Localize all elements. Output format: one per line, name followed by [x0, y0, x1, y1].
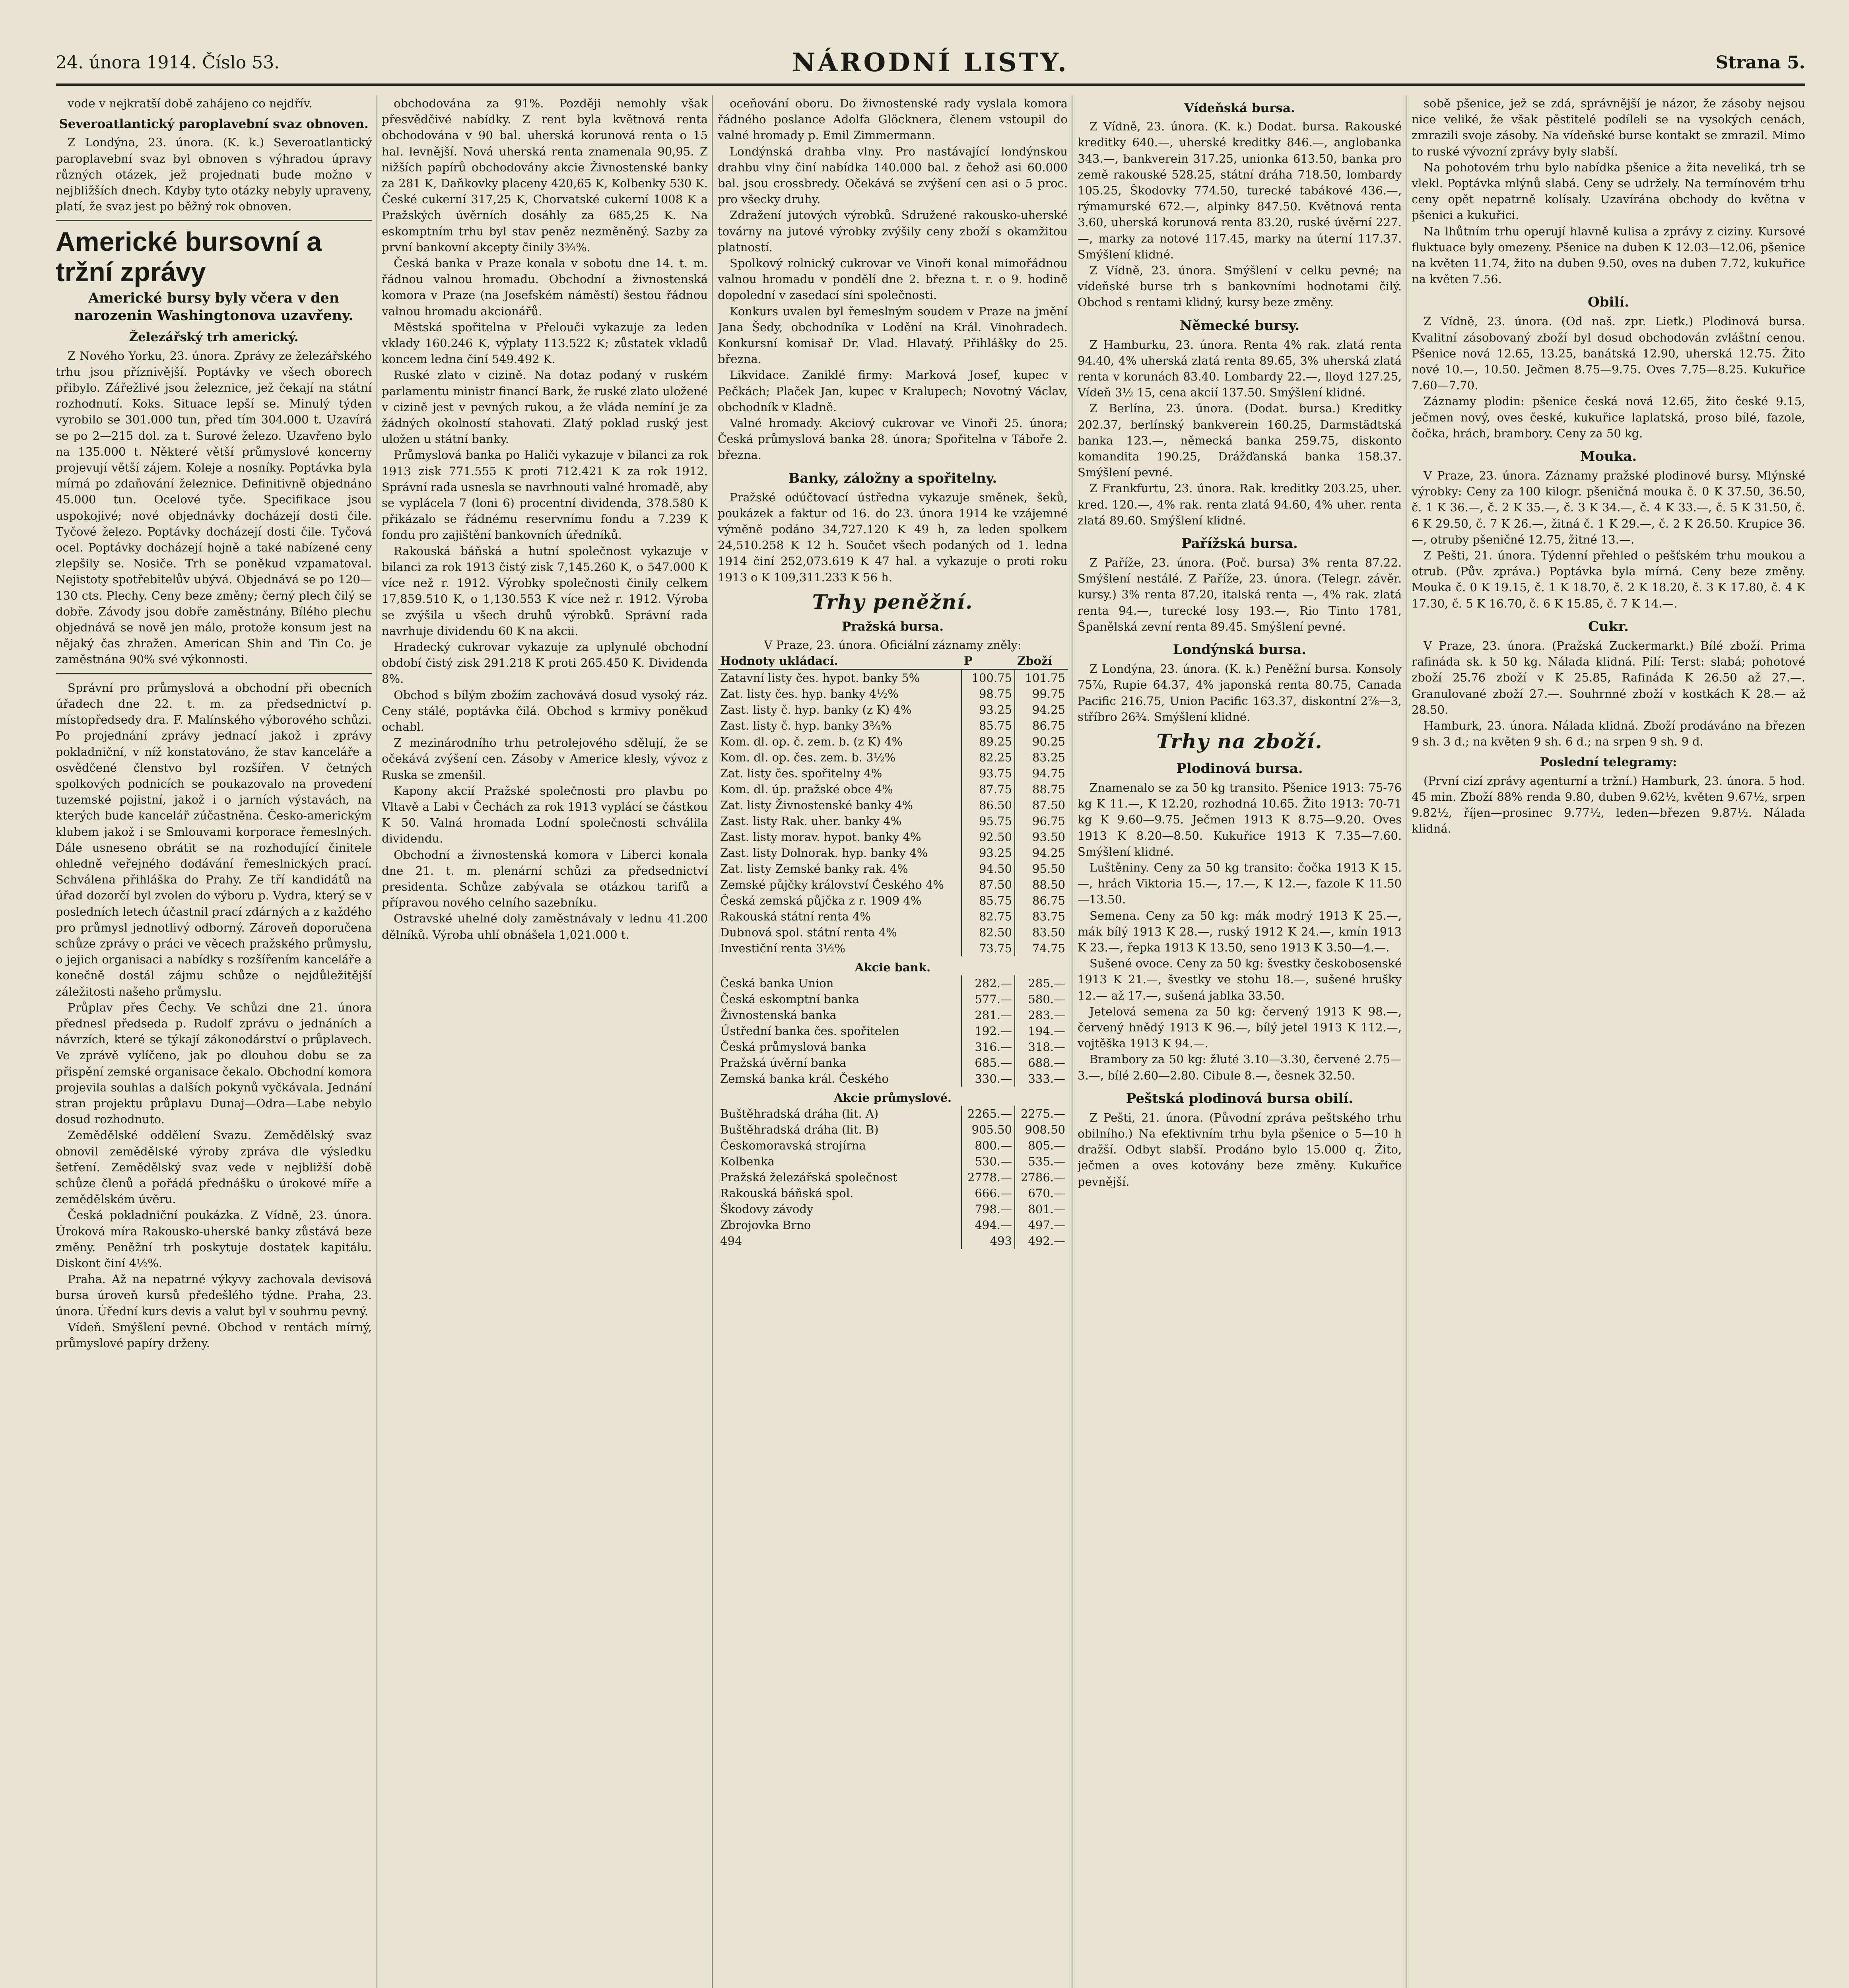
article-text: Znamenalo se za 50 kg transito. Pšenice 1913: 75-76 kg K 11.—, K 12.20, rozhodná 10.65. Žito 1913: 70-71 kg K 9.60—9.75. Ječmen 1913 K 8.75—9.20. Oves 1913 K 8.20—8.50. Kukuřice 1913 K 7.35—7.60. Smýšlení klidné.: [1078, 780, 1402, 858]
article-text: Zemědělské oddělení Svazu. Zemědělský svaz obnovil zemědělské výroby zpráva dle výsledku šetření. Zemědělský svaz vede v nejbližší době schůze členů a pořádá přednášku o úrokové míře a zemědělském úvěru.: [56, 1128, 372, 1206]
price-offer-cell: 688.—: [1015, 1055, 1068, 1071]
article-text: Průplav přes Čechy. Ve schůzi dne 21. února přednesl předseda p. Rudolf zprávu o jednáních a návrzích, které se týkají zákonodárství o průplavech. Ve zprávě vylíčeno, jak po dlouhou dobu se za přispění zemské organisace čekalo. Obchodní komora projevila souhlas a dalších pokynů vyčkávala. Jednání stran projektu průplavu Dunaj—Odra—Labe nebylo dosud rozhodnuto.: [56, 1000, 372, 1126]
article-text: Česká banka v Praze konala v sobotu dne 14. t. m. řádnou valnou hromadu. Obchodní a živnostenská komora v Praze (na Josefském náměstí) šestou řádnou valnou hromadu akcionářů.: [382, 256, 708, 318]
price-offer-cell: 283.—: [1015, 1007, 1068, 1023]
section-heading: Londýnská bursa.: [1173, 642, 1307, 658]
section-heading: Cukr.: [1588, 618, 1629, 635]
column-2: [382, 95, 708, 1988]
section-heading: Banky, záložny a spořitelny.: [788, 470, 997, 486]
price-offer-cell: 535.—: [1015, 1153, 1068, 1169]
table-row: [718, 734, 1068, 749]
price-demand-cell: 281.—: [961, 1007, 1015, 1023]
article-text: Ruské zlato v cizině. Na dotaz podaný v ruském parlamentu ministr financí Bark, že ruské zlato uložené v cizině jest v pevných rukou, a že vláda nemíní je za žádných okolností stahovati. Zlatý poklad ruský jest uložen u státní banky.: [382, 368, 708, 446]
masthead: [56, 48, 1805, 86]
section-heading: Trhy na zboží.: [1156, 729, 1323, 753]
price-demand-cell: 100.75: [961, 670, 1015, 686]
article-text: Z Vídně, 23. února. Smýšlení v celku pevné; na vídeňské burse trh s bankovními hodnotami čilý. Obchod s rentami klidný, kursy beze změny.: [1078, 264, 1402, 309]
security-name-cell: Zast. listy morav. hypot. banky 4%: [720, 830, 921, 844]
table-footer-cell: 492.—: [1015, 1233, 1068, 1249]
price-demand-cell: 85.75: [961, 718, 1015, 734]
article-text: oceňování oboru. Do živnostenské rady vyslala komora řádného poslance Adolfa Glöcknera, členem vstoupil do valné hromady p. Emil Zimmermann.: [718, 97, 1068, 142]
article-text: Hradecký cukrovar vykazuje za uplynulé obchodní období čistý zisk 291.218 K proti 265.450 K. Dividenda 8%.: [382, 640, 708, 686]
price-demand-cell: 192.—: [961, 1023, 1015, 1039]
table-section-heading: Akcie bank.: [855, 961, 931, 975]
price-offer-cell: 93.50: [1015, 829, 1068, 845]
security-name-cell: Česká zemská půjčka z r. 1909 4%: [720, 894, 922, 908]
security-name-cell: Buštěhradská dráha (lit. B): [720, 1123, 879, 1137]
table-row: [718, 1071, 1068, 1087]
price-offer-cell: 805.—: [1015, 1138, 1068, 1153]
price-offer-cell: 2275.—: [1015, 1106, 1068, 1122]
table-row: [718, 1153, 1068, 1169]
price-offer-cell: 74.75: [1015, 940, 1068, 956]
price-demand-cell: 800.—: [961, 1138, 1015, 1153]
column-header: Hodnoty ukládací.: [718, 653, 961, 670]
table-row: [718, 1106, 1068, 1122]
article-text: Rakouská báňská a hutní společnost vykazuje v bilanci za rok 1913 čistý zisk 7,145.260 K, o 547.000 K více než r. 1912. Výrobky společnosti činily celkem 17,859.510 K, o 1,130.553 K více než r. 1912. Výroba se zvýšila u všech druhů výrobků. Správní rada navrhuje dividendu 60 K na akcii.: [382, 544, 708, 638]
security-name-cell: Česká průmyslová banka: [720, 1040, 866, 1054]
price-demand-cell: 798.—: [961, 1201, 1015, 1217]
security-name-cell: Buštěhradská dráha (lit. A): [720, 1107, 879, 1121]
section-heading: Německé bursy.: [1179, 317, 1300, 334]
price-offer-cell: 86.75: [1015, 893, 1068, 909]
article-text: Z Berlína, 23. února. (Dodat. bursa.) Kreditky 202.37, berlínský bankverein 160.25, Darmstädtská banka 123.—, německá banka 259.75, diskonto komandita 190.25, Drážďanská banka 158.37. Smýšlení pevné.: [1078, 402, 1402, 480]
price-demand-cell: 93.25: [961, 702, 1015, 718]
column-4: [1078, 95, 1402, 1988]
table-row: [718, 893, 1068, 909]
article-text: Z Pešti, 21. února. Týdenní přehled o pešťském trhu moukou a otrub. (Pův. zpráva.) Poptávka byla mírná. Ceny beze změny. Mouka č. 0 K 19.15, č. 1 K 18.70, č. 2 K 18.20, č. 3 K 17.80, č. 4 K 17.30, č. 5 K 16.70, č. 6 K 15.85, č. 7 K 14.—.: [1412, 549, 1805, 610]
divider: [56, 220, 372, 221]
article-text: Z Vídně, 23. února. (Od naš. zpr. Lietk.) Plodinová bursa. Kvalitní zásobovaný zboží byl dosud obchodován zvláštní cenou. Pšenice nová 12.65, 13.25, banátská 12.90, uherská 12.75. Žito nové 10.—, 10.50. Ječmen 8.75—9.75. Oves 7.75—8.25. Kukuřice 7.60—7.70.: [1412, 315, 1805, 392]
security-name-cell: Zat. listy Živnostenské banky 4%: [720, 798, 913, 812]
article-text: V Praze, 23. února. Oficiální záznamy zněly:: [764, 638, 1022, 652]
security-name-cell: Škodovy závody: [720, 1202, 814, 1216]
article-text: Pražské odúčtovací ústředna vykazuje směnek, šeků, poukázek a faktur od 16. do 23. února 1914 ke vzájemné výměně podáno 34,727.120 K 49 h, za leden spolkem 24,510.258 K 12 h. Součet všech podaných od 1. ledna 1914 činí 252,073.619 K 47 hal. a vykazuje o proti roku 1913 o K 109,311.233 K 56 h.: [718, 490, 1068, 584]
article-text: Luštěniny. Ceny za 50 kg transito: čočka 1913 K 15.—, hrách Viktoria 15.—, 17.—, K 12.—, fazole K 11.50—13.50.: [1078, 860, 1402, 907]
security-name-cell: Kom. dl. op. č. zem. b. (z K) 4%: [720, 735, 903, 749]
security-name-cell: Zat. listy čes. spořitelny 4%: [720, 767, 882, 780]
section-heading: Trhy peněžní.: [812, 590, 973, 613]
security-name-cell: Investiční renta 3½%: [720, 942, 845, 955]
article-text: Z mezinárodního trhu petrolejového sdělují, že se očekává zvýšení cen. Zásoby v Americe klesly, vývoz z Ruska se zmenšil.: [382, 736, 708, 782]
article-text: Zdražení jutových výrobků. Sdružené rakousko-uherské továrny na jutové výrobky zvýšily ceny zboží s okamžitou platností.: [718, 208, 1068, 254]
article-text: Správní pro průmyslová a obchodní při obecních úřadech dne 22. t. m. za předsednictví p. místopředsedy dra. F. Malínského výborového schůzi. Po projednání zprávy jednací jakož i zprávy pokladniční, v níž konstatováno, že stav kanceláře a osvědčené členstvo byl rozšířen. V četných spolkových podnicích se poukazovalo na provedení tuzemské pojistní, jakož i o jarních výstavách, na kterých bude kancelář zúčastněna. Česko-americkým klubem jakož i se Smlouvami korporace řemeslných. Dále usneseno obrátit se na rozhodující činitele ohledně veřejného dodávání řemeslnických prací. Schválena přihláška do Prahy. Ze tří kandidátů na úřad dozorčí byl zvolen do výboru p. Vydra, který se v posledních letech účastnil prací zdárných a z každého pro průmysl jednotlivý odborný. Zároveň doporučena schůze zprávy o práci ve věcech pražského průmyslu, o jejich organisaci a nabídky s rozšířením kanceláře a konečně dostál zájmu schůze o nejdůležitější záležitosti našeho průmyslu.: [56, 681, 372, 998]
price-offer-cell: 86.75: [1015, 718, 1068, 734]
article-text: Z Londýna, 23. února. (K. k.) Severoatlantický paroplavební svaz byl obnoven s výhradou úpravy různých otázek, jež projednati bude možno v nejbližších dnech. Kdyby tyto otázky nebyly upraveny, platí, že svaz jest po běžný rok obnoven.: [56, 136, 372, 214]
security-name-cell: Ústřední banka čes. spořitelen: [720, 1024, 900, 1038]
article-text: (První cizí zprávy agenturní a tržní.) Hamburk, 23. února. 5 hod. 45 min. Zboží 88% renda 9.80, duben 9.62½, květen 9.67½, srpen 9.82½, říjen—prosinec 9.77½, leden—březen 9.87½. Nálada klidná.: [1412, 774, 1805, 836]
column-1: [56, 95, 372, 1988]
price-demand-cell: 93.75: [961, 765, 1015, 781]
price-demand-cell: 82.25: [961, 749, 1015, 765]
column-5: [1412, 95, 1805, 1988]
table-row: [718, 1039, 1068, 1055]
article-text: Obchodní a živnostenská komora v Liberci konala dne 21. t. m. plenární schůzi za předsednictví presidenta. Schůze zabývala se otázkou tarifů a přípravou nového celního sazebníku.: [382, 848, 708, 910]
section-heading: Pařížská bursa.: [1181, 536, 1298, 552]
price-offer-cell: 801.—: [1015, 1201, 1068, 1217]
security-name-cell: Zast. listy Rak. uher. banky 4%: [720, 814, 902, 828]
price-offer-cell: 94.25: [1015, 702, 1068, 718]
table-row: [718, 1122, 1068, 1138]
column-header: P: [961, 653, 1015, 670]
price-demand-cell: 666.—: [961, 1185, 1015, 1201]
security-name-cell: Zbrojovka Brno: [720, 1218, 811, 1232]
table-row: [718, 845, 1068, 861]
price-demand-cell: 85.75: [961, 893, 1015, 909]
price-offer-cell: 194.—: [1015, 1023, 1068, 1039]
price-offer-cell: 497.—: [1015, 1217, 1068, 1233]
price-demand-cell: 2778.—: [961, 1169, 1015, 1185]
article-text: Na pohotovém trhu bylo nabídka pšenice a žita neveliká, trh se vlekl. Poptávka mlýnů slabá. Ceny se udržely. Na termínovém trhu ceny opět nepatrně kolísaly. Uzavírána obchody do května v pšenici a kukuřici.: [1412, 160, 1805, 222]
security-name-cell: Zatavní listy čes. hypot. banky 5%: [720, 671, 920, 685]
security-name-cell: Kolbenka: [720, 1155, 775, 1169]
price-offer-cell: 95.50: [1015, 861, 1068, 877]
price-offer-cell: 285.—: [1015, 975, 1068, 991]
article-text: Sušené ovoce. Ceny za 50 kg: švestky českobosenské 1913 K 21.—, švestky ve stohu 18.—, sušené hrušky 12.— až 17.—, sušená jablka 33.50.: [1078, 957, 1402, 1002]
price-offer-cell: 333.—: [1015, 1071, 1068, 1087]
security-name-cell: Pražská úvěrní banka: [720, 1056, 847, 1070]
security-name-cell: Živnostenská banka: [720, 1008, 837, 1022]
article-text: sobě pšenice, jež se zdá, správnější je názor, že zásoby nejsou nice veliké, že však pěstitelé podíleli se na vysokých cenách, zmrazili svoje zásoby. Na vídeňské burse kontakt se zmrazil. Mimo to ruské vývozní zprávy byly slabší.: [1412, 97, 1805, 158]
security-name-cell: Kom. dl. úp. pražské obce 4%: [720, 782, 893, 796]
price-demand-cell: 94.50: [961, 861, 1015, 877]
table-row: [718, 1217, 1068, 1233]
price-demand-cell: 92.50: [961, 829, 1015, 845]
price-offer-cell: 88.75: [1015, 781, 1068, 797]
price-offer-cell: 94.75: [1015, 765, 1068, 781]
price-demand-cell: 905.50: [961, 1122, 1015, 1138]
table-row: [718, 861, 1068, 877]
security-name-cell: Rakouská státní renta 4%: [720, 910, 871, 924]
price-offer-cell: 90.25: [1015, 734, 1068, 749]
table-row: [718, 765, 1068, 781]
price-demand-cell: 87.75: [961, 781, 1015, 797]
price-demand-cell: 82.75: [961, 909, 1015, 924]
table-row: [718, 877, 1068, 893]
table-row: [718, 924, 1068, 940]
table-row: [718, 829, 1068, 845]
price-demand-cell: 530.—: [961, 1153, 1015, 1169]
table-row: [718, 670, 1068, 686]
article-text: Průmyslová banka po Haliči vykazuje v bilanci za rok 1913 zisk 771.555 K proti 712.421 K za rok 1912. Správní rada usnesla se navrhnouti valné hromadě, aby se vyplácela 7 (loni 6) procentní dividenda, 378.580 K přikázalo se řádnému reservnímu fondu a 7.239 K fondu pro zajištění bankovních úředníků.: [382, 448, 708, 542]
security-name-cell: Pražská železářská společnost: [720, 1171, 897, 1184]
table-row: [718, 1138, 1068, 1153]
article-text: Spolkový rolnický cukrovar ve Vinoři konal mimořádnou valnou hromadu v pondělí dne 2. března t. r. o 9. hodině dopolední v zasedací síni společnosti.: [718, 256, 1068, 302]
table-row: [718, 813, 1068, 829]
table-row: [718, 1201, 1068, 1217]
page-number: Strana 5.: [1715, 52, 1805, 73]
table-row: [718, 1007, 1068, 1023]
column-rule: [712, 95, 713, 1988]
table-row: [718, 940, 1068, 956]
divider: [56, 673, 372, 674]
price-offer-cell: 318.—: [1015, 1039, 1068, 1055]
price-demand-cell: 494.—: [961, 1217, 1015, 1233]
article-heading: Pražská bursa.: [841, 619, 944, 634]
table-row: [718, 909, 1068, 924]
price-demand-cell: 82.50: [961, 924, 1015, 940]
article-heading: Železářský trh americký.: [129, 330, 299, 345]
security-name-cell: Zast. listy č. hyp. banky (z K) 4%: [720, 703, 912, 717]
article-text: Jetelová semena za 50 kg: červený 1913 K 98.—, červený hnědý 1913 K 96.—, bílý jetel 1913 K 112.—, vojtěška 1913 K 94.—.: [1078, 1004, 1402, 1050]
table-row: [718, 781, 1068, 797]
price-demand-cell: 73.75: [961, 940, 1015, 956]
price-offer-cell: 88.50: [1015, 877, 1068, 893]
quotes-table: [718, 653, 1068, 1249]
article-text: Z Vídně, 23. února. (K. k.) Dodat. bursa. Rakouské kreditky 640.—, uherské kreditky 846.—, anglobanka 343.—, bankverein 317.25, unionka 613.50, banka pro země rakouské 528.25, státní dráha 718.50, lombardy 105.25, Škodovky 774.50, turecké tabákové 436.—, rýmamurské 672.—, alpinky 847.50. Květnová renta 3.60, uherská korunová renta 83.20, ruské úvěrní 227.—, marky za notové 117.45, marky na úterní 117.37. Smýšlení klidné.: [1078, 120, 1402, 261]
price-offer-cell: 94.25: [1015, 845, 1068, 861]
section-heading: Americké bursovní a tržní zprávy: [56, 227, 322, 287]
newspaper-title: NÁRODNÍ LISTY.: [792, 48, 1069, 78]
price-offer-cell: 96.75: [1015, 813, 1068, 829]
article-text: Ostravské uhelné doly zaměstnávaly v lednu 41.200 dělníků. Výroba uhlí obnášela 1,021.000 t.: [382, 912, 708, 942]
price-demand-cell: 98.75: [961, 686, 1015, 702]
price-offer-cell: 83.25: [1015, 749, 1068, 765]
section-heading: Mouka.: [1580, 448, 1637, 465]
price-offer-cell: 580.—: [1015, 991, 1068, 1007]
column-3: [718, 95, 1068, 1988]
table-row: [718, 1023, 1068, 1039]
article-text: Na lhůtním trhu operují hlavně kulisa a zprávy z ciziny. Kursové fluktuace byly omezeny. Pšenice na duben K 12.03—12.06, pšenice na květen 11.74, žito na duben 9.50, oves na duben 7.72, kukuřice na květen 7.56.: [1412, 224, 1805, 286]
article-text: Kapony akcií Pražské společnosti pro plavbu po Vltavě a Labi v Čechách za rok 1913 vyplácí se částkou K 50. Valná hromada Lodní společnosti schválila dividendu.: [382, 784, 708, 846]
price-offer-cell: 99.75: [1015, 686, 1068, 702]
table-row: [718, 702, 1068, 718]
price-demand-cell: 282.—: [961, 975, 1015, 991]
price-offer-cell: 87.50: [1015, 797, 1068, 813]
article-text: vode v nejkratší době zahájeno co nejdřív.: [68, 97, 313, 110]
security-name-cell: Česká eskomptní banka: [720, 992, 859, 1006]
price-demand-cell: 95.75: [961, 813, 1015, 829]
table-row: [718, 686, 1068, 702]
article-text: Z Paříže, 23. února. (Poč. bursa) 3% renta 87.22. Smýšlení nestálé. Z Paříže, 23. února. (Telegr. závěr. kursy.) 3% renta 87.20, italská renta —, 4% rak. zlatá renta 94.—, turecké losy 193.—, Rio Tinto 1781, Španělská zevní renta 89.45. Smýšlení pevné.: [1078, 556, 1402, 633]
article-text: Brambory za 50 kg: žluté 3.10—3.30, červené 2.75—3.—, bílé 2.60—2.80. Cibule 8.—, česnek 32.50.: [1078, 1052, 1402, 1082]
article-text: V Praze, 23. února. Záznamy pražské plodinové bursy. Mlýnské výrobky: Ceny za 100 kilogr. pšeničná mouka č. 0 K 37.50, 36.50, č. 1 K 36.—, č. 2 K 35.—, č. 3 K 34.—, č. 4 K 33.—, č. 5 K 31.50, č. 6 K 29.50, č. 7 K 26.—, žitná č. 1 K 29.—, č. 2 K 26.50. Krupice 36.—, otruby pšeničné 12.75, žitné 13.—.: [1412, 469, 1805, 546]
article-text: V Praze, 23. února. (Pražská Zuckermarkt.) Bílé zboží. Prima rafináda sk. k 50 kg. Nálada klidná. Pilí: Terst: slabá; pohotové zboží 25.76 zboží v K 25.85, Rafináda K 26.50 až 27.—. Granulované zboží 27.—. Souhrnné zboží v kostkách K 28.— až 28.50.: [1412, 639, 1805, 716]
table-row: [718, 718, 1068, 734]
price-demand-cell: 89.25: [961, 734, 1015, 749]
article-text: Londýnská drahba vlny. Pro nastávající londýnskou drahbu vlny činí nabídka 140.000 bal. z čehož asi 60.000 bal. jsou crossbredy. Očekává se zvýšení cen asi o 5 proc. pro všecky druhy.: [718, 144, 1068, 206]
table-row: [718, 975, 1068, 991]
article-text: Semena. Ceny za 50 kg: mák modrý 1913 K 25.—, mák bílý 1913 K 28.—, ruský 1912 K 24.—, kmín 1913 K 23.—, řepka 1913 K 13.50, seno 1913 K 3.50—4.—.: [1078, 909, 1402, 954]
price-demand-cell: 87.50: [961, 877, 1015, 893]
security-name-cell: Česká banka Union: [720, 977, 834, 990]
price-offer-cell: 908.50: [1015, 1122, 1068, 1138]
security-name-cell: Zat. listy čes. hyp. banky 4½%: [720, 687, 899, 701]
price-offer-cell: 2786.—: [1015, 1169, 1068, 1185]
table-footer-cell: 494: [720, 1234, 742, 1248]
article-heading: Poslední telegramy:: [1540, 755, 1677, 770]
table-row: [718, 749, 1068, 765]
article-heading: Severoatlantický paroplavební svaz obnoven.: [59, 117, 369, 132]
price-demand-cell: 316.—: [961, 1039, 1015, 1055]
article-text: Z Nového Yorku, 23. února. Zprávy ze železářského trhu jsou příznivější. Poptávky ve všech oborech přibylo. Zářežlivé jsou železnice, jež čekají na státní rozhodnutí. Koks. Situace lepší se. Minulý týden vyrobilo se 301.000 tun, před tím 304.000 t. Uzavírá se po 2—215 dol. za t. Surové železo. Uzavřeno bylo na 135.000 t. Některé větší průmyslové koncerny projevují větší zájem. Koleje a nosníky. Poptávka byla mírná po zdaňování železnice. Definitivně objednáno 45.000 tun. Ocelové tyče. Specifikace jsou uspokojivé; nové objednávky docházejí dosti čile. Tyčové železo. Poptávky docházejí dosti čile. Tyčová ocel. Poptávky docházejí hojně a také nabízené ceny zlepšily se. Nosiče. Trh se poněkud vzpamatoval. Nejistoty spotřebitelův ubývá. Objednává se po 120—130 cts. Plechy. Ceny beze změny; černý plech čilý se dobře. Závody jsou dobře zaměstnány. Bílého plechu objednává se nově jen málo, protože konsum jest na nějaký čas zhražen. American Shin and Tin Co. je zaměstnána 90% své výkonnosti.: [56, 349, 372, 666]
table-row: [718, 991, 1068, 1007]
article-text: Konkurs uvalen byl řemeslným soudem v Praze na jmění Jana Šedy, obchodníka v Lodění na Král. Vinohradech. Konkursní komisař Dr. Vlad. Hlavatý. Přihlášky do 25. března.: [718, 304, 1068, 366]
price-demand-cell: 2265.—: [961, 1106, 1015, 1122]
article-text: Obchod s bílým zbožím zachovává dosud vysoký ráz. Ceny stálé, poptávka čilá. Obchod s krmivy poněkud ochabl.: [382, 688, 708, 734]
article-text: Z Pešti, 21. února. (Původní zpráva peštského trhu obilního.) Na efektivním trhu byla pšenice o 5—10 h dražší. Odbyt slabší. Prodáno bylo 15.000 q. Žito, ječmen a oves kotovány beze změny. Kukuřice pevnější.: [1078, 1110, 1402, 1188]
article-text: Z Frankfurtu, 23. února. Rak. kreditky 203.25, uher. kred. 120.—, 4% rak. renta zlatá 94.60, 4% uher. renta zlatá 89.60. Smýšlení klidné.: [1078, 481, 1402, 527]
security-name-cell: Rakouská báňská spol.: [720, 1186, 854, 1200]
article-heading: Vídeňská bursa.: [1184, 101, 1295, 115]
article-text: Likvidace. Zaniklé firmy: Marková Josef, kupec v Pečkách; Plaček Jan, kupec v Kralupech; Novotný Václav, obchodník v Kladně.: [718, 368, 1068, 414]
security-name-cell: Zemské půjčky království Českého 4%: [720, 878, 944, 892]
table-footer-cell: 493: [961, 1233, 1015, 1249]
issue-date: 24. února 1914. Číslo 53.: [56, 52, 280, 73]
article-text: obchodována za 91%. Později nemohly však přesvědčivé nabídky. Z rent byla květnová renta obchodována v 90 bal. uherská korunová renta o 15 hal. levnější. Nová uherská renta znamenala 90,95. Z nižších papírů obchodovány akcie Živnostenské banky za 281 K, Daňkovky placeny 420,65 K, Kolbenky 530 K. České cukerní 317,25 K, Chorvatské cukerní 1008 K a Pražských úvěrních dosáhly za 685,25 K. Na eskomptním trhu byl stav peněz nezměněný. Sazby za první bankovní akcepty činily 3¾%.: [382, 97, 708, 254]
article-text: Vídeň. Smýšlení pevné. Obchod v rentách mírný, průmyslové papíry drženy.: [56, 1320, 372, 1350]
price-demand-cell: 93.25: [961, 845, 1015, 861]
article-text: Praha. Až na nepatrné výkyvy zachovala devisová bursa úroveň kursů předešlého týdne. Praha, 23. února. Úřední kurs devis a valut byl v souhrnu pevný.: [56, 1272, 372, 1318]
article-text: Valné hromady. Akciový cukrovar ve Vinoři 25. února; Česká průmyslová banka 28. února; Spořitelna v Táboře 2. března.: [718, 416, 1068, 462]
security-name-cell: Dubnová spol. státní renta 4%: [720, 926, 897, 940]
price-demand-cell: 86.50: [961, 797, 1015, 813]
table-row: [718, 1185, 1068, 1201]
article-text: Záznamy plodin: pšenice česká nová 12.65, žito české 9.15, ječmen nový, oves české, kukuřice laplatská, proso bílé, fazole, čočka, hrách, brambory. Ceny za 50 kg.: [1412, 394, 1805, 440]
section-heading: Peštská plodinová bursa obilí.: [1126, 1090, 1354, 1107]
price-offer-cell: 101.75: [1015, 670, 1068, 686]
section-heading: Obilí.: [1588, 294, 1629, 311]
article-text: Hamburk, 23. února. Nálada klidná. Zboží prodáváno na březen 9 sh. 3 d.; na květen 9 sh. 6 d.; na srpen 9 sh. 9 d.: [1412, 718, 1805, 749]
security-name-cell: Kom. dl. op. čes. zem. b. 3½%: [720, 751, 896, 765]
section-heading: Plodinová bursa.: [1176, 760, 1303, 777]
price-offer-cell: 83.75: [1015, 909, 1068, 924]
column-header: Zboží: [1015, 653, 1068, 670]
price-demand-cell: 577.—: [961, 991, 1015, 1007]
price-offer-cell: 83.50: [1015, 924, 1068, 940]
price-demand-cell: 685.—: [961, 1055, 1015, 1071]
security-name-cell: Zast. listy č. hyp. banky 3¾%: [720, 719, 892, 733]
article-text: Z Londýna, 23. února. (K. k.) Peněžní bursa. Konsoly 75⅞, Rupie 64.37, 4% japonská renta 80.75, Canada Pacific 216.75, Union Pacific 163.37, diskontní 2⅞—3, stříbro 26¾. Smýšlení klidné.: [1078, 662, 1402, 724]
table-row: [718, 1169, 1068, 1185]
security-name-cell: Zemská banka král. Českého: [720, 1072, 889, 1086]
article-text: Městská spořitelna v Přelouči vykazuje za leden vklady 160.246 K, výplaty 113.522 K; zůstatek vkladů koncem ledna činí 549.492 K.: [382, 320, 708, 366]
security-name-cell: Českomoravská strojírna: [720, 1139, 866, 1153]
security-name-cell: Zast. listy Dolnorak. hyp. banky 4%: [720, 846, 928, 860]
article-text: Česká pokladniční poukázka. Z Vídně, 23. února. Úroková míra Rakousko-uherské banky zůstává beze změny. Peněžní trh poskytuje dostatek kapitálu. Diskont činí 4½%.: [56, 1208, 372, 1270]
table-section-heading: Akcie průmyslové.: [833, 1091, 952, 1105]
security-name-cell: Zat. listy Zemské banky rak. 4%: [720, 862, 908, 876]
table-row: [718, 797, 1068, 813]
price-demand-cell: 330.—: [961, 1071, 1015, 1087]
section-subheading: Americké bursy byly včera v den narozenin Washingtonova uzavřeny.: [74, 290, 353, 324]
article-text: Z Hamburku, 23. února. Renta 4% rak. zlatá renta 94.40, 4% uherská zlatá renta 89.65, 3% uherská zlatá renta v korunách 83.40. Lombardy 22.—, lloyd 127.25, Vídeň 3½ 15, cena akcií 137.50. Smýšlení klidné.: [1078, 338, 1402, 400]
table-row: [718, 1055, 1068, 1071]
price-offer-cell: 670.—: [1015, 1185, 1068, 1201]
